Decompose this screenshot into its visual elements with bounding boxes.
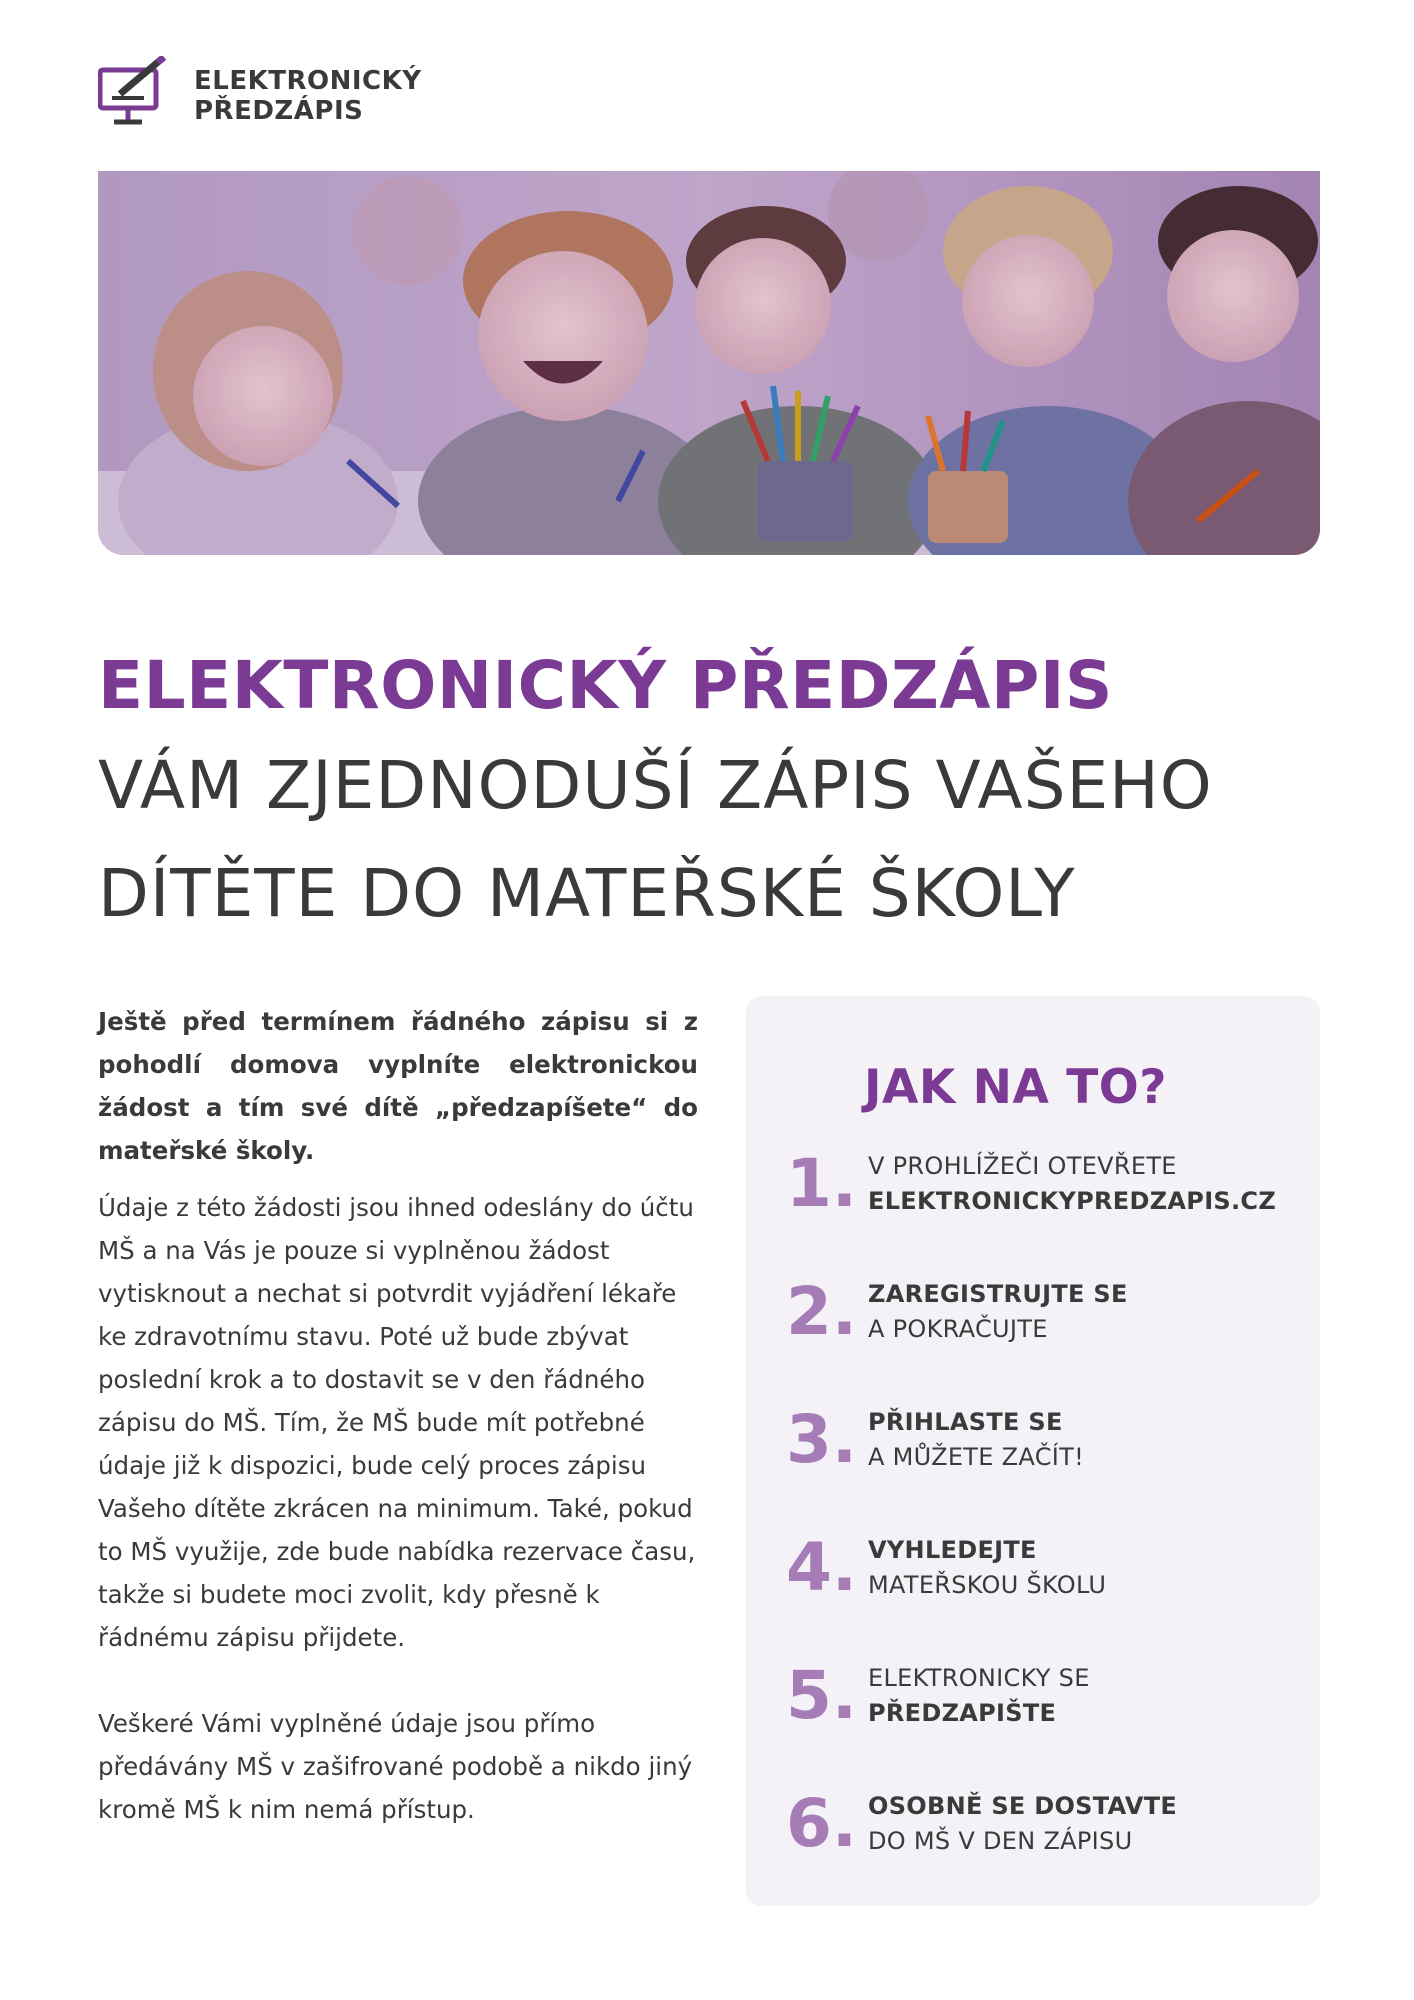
logo: [98, 56, 422, 136]
step-number: 3.: [786, 1401, 857, 1478]
title-highlight: ELEKTRONICKÝ PŘEDZÁPIS: [98, 647, 1113, 724]
hero-image: [98, 171, 1320, 555]
step-line: ELEKTRONICKY SE: [868, 1664, 1090, 1692]
paragraph-process: Údaje z této žádosti jsou ihned odeslány do účtu MŠ a na Vás je pouze si vyplněnou žádost vytisknout a nechat si potvrdit vyjádření lékaře ke zdravotnímu stavu. Poté už bude zbývat poslední krok a to dostavit se v den řádného zápisu do MŠ. Tím, že MŠ bude mít potřebné údaje již k dispozici, bude celý proces zápisu Vašeho dítěte zkrácen na minimum. Také, pokud to MŠ využije, zde bude nabídka rezervace času, takže si budete moci zvolit, kdy přesně k řádnému zápisu přijdete.: [98, 1193, 696, 1652]
step-line: V PROHLÍŽEČI OTEVŘETE: [868, 1152, 1177, 1180]
howto-title: JAK NA TO?: [864, 1060, 1167, 1115]
step-2: [786, 1273, 1306, 1350]
step-line-bold: VYHLEDEJTE: [868, 1536, 1037, 1564]
logo-text: [194, 66, 422, 126]
step-3: [786, 1401, 1306, 1478]
step-4: [786, 1529, 1306, 1606]
step-number: 2.: [786, 1273, 857, 1350]
step-line: A MŮŽETE ZAČÍT!: [868, 1443, 1085, 1471]
step-line: A POKRAČUJTE: [868, 1315, 1048, 1343]
step-line-bold: OSOBNĚ SE DOSTAVTE: [868, 1792, 1178, 1820]
step-1: [786, 1145, 1306, 1222]
step-line-bold: PŘEDZAPIŠTE: [868, 1699, 1057, 1727]
body-text: [98, 1000, 698, 1831]
paragraph-security: Veškeré Vámi vyplněné údaje jsou přímo předávány MŠ v zašifrované podobě a nikdo jiný kromě MŠ k nim nemá přístup.: [98, 1709, 693, 1824]
step-number: 6.: [786, 1785, 857, 1862]
step-number: 4.: [786, 1529, 857, 1606]
howto-panel: [746, 996, 1320, 1906]
title-line-2: VÁM ZJEDNODUŠÍ ZÁPIS VAŠEHO: [98, 747, 1213, 824]
step-line-bold: PŘIHLASTE SE: [868, 1408, 1063, 1436]
step-number: 1.: [786, 1145, 857, 1222]
step-line: MATEŘSKOU ŠKOLU: [868, 1571, 1107, 1599]
step-number: 5.: [786, 1657, 857, 1734]
step-line-bold: ELEKTRONICKYPREDZAPIS.CZ: [868, 1187, 1277, 1215]
page-title: [98, 640, 1328, 948]
intro-paragraph: Ještě před termínem řádného zápisu si z pohodlí domova vyplníte elektronickou žádost a tím své dítě „předzapíšete“ do mateřské školy.: [98, 1007, 698, 1165]
step-line: DO MŠ V DEN ZÁPISU: [868, 1827, 1133, 1855]
logo-line2: PŘEDZÁPIS: [194, 96, 364, 126]
monitor-pencil-icon: [98, 56, 186, 136]
title-line-3: DÍTĚTE DO MATEŘSKÉ ŠKOLY: [98, 855, 1076, 932]
step-line-bold: ZAREGISTRUJTE SE: [868, 1280, 1128, 1308]
logo-line1: ELEKTRONICKÝ: [194, 66, 422, 96]
step-5: [786, 1657, 1306, 1734]
step-6: [786, 1785, 1306, 1862]
